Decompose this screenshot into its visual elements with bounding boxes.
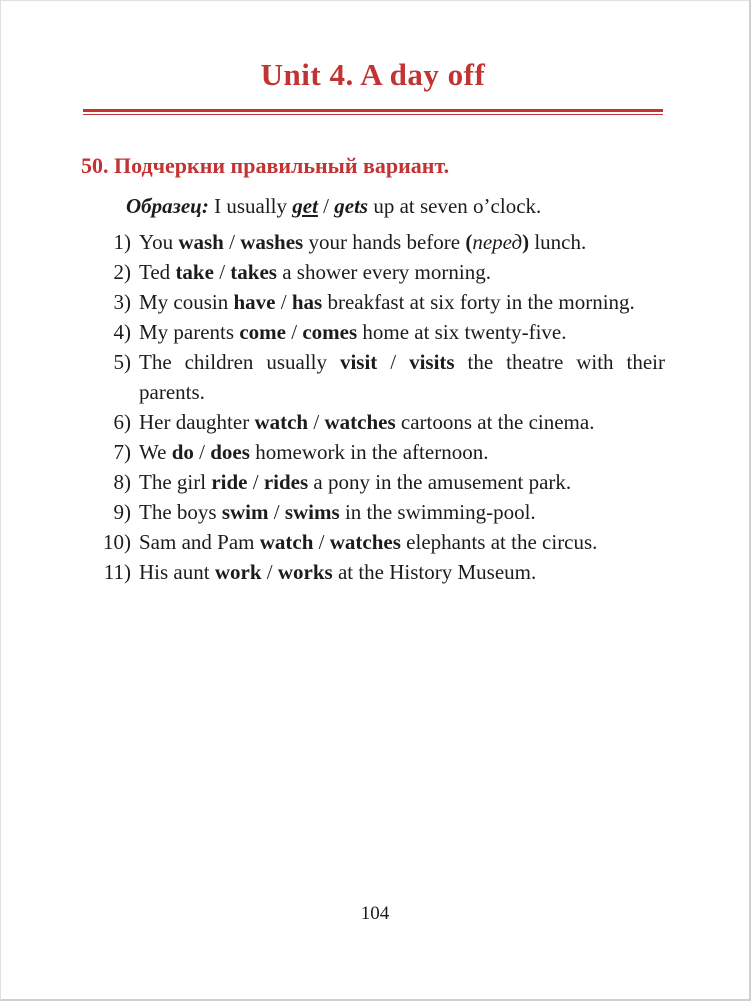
text-segment: We xyxy=(139,440,172,464)
item-number: 5) xyxy=(113,350,131,374)
item-text xyxy=(139,407,665,437)
text-segment: home at six twenty-five. xyxy=(357,320,567,344)
list-item xyxy=(81,227,665,257)
text-segment: watches xyxy=(329,530,401,554)
text-segment: The children usually xyxy=(139,350,340,374)
page-number: 104 xyxy=(360,903,390,924)
text-segment: / xyxy=(223,230,241,254)
text-segment: You xyxy=(139,230,179,254)
text-segment: lunch. xyxy=(529,230,587,254)
text-segment: / xyxy=(213,260,231,284)
text-segment: come xyxy=(239,320,286,344)
text-segment: / xyxy=(193,440,211,464)
text-segment: visits xyxy=(409,350,455,374)
item-text xyxy=(139,287,665,317)
text-segment: visit xyxy=(339,350,378,374)
text-segment: / xyxy=(313,530,330,554)
title-divider xyxy=(83,109,663,115)
text-segment: cartoons at the cinema. xyxy=(395,410,595,434)
text-segment: elephants at the circus. xyxy=(400,530,598,554)
text-segment: your hands before xyxy=(303,230,466,254)
text-segment: take xyxy=(175,260,214,284)
item-text xyxy=(139,257,665,287)
text-segment: watch xyxy=(259,530,314,554)
text-segment: in the swimming-pool. xyxy=(339,500,536,524)
text-segment: / xyxy=(261,560,278,584)
page-content xyxy=(1,1,749,587)
unit-title: Unit 4. A day off xyxy=(260,57,486,92)
text-segment: watch xyxy=(254,410,309,434)
list-item xyxy=(81,257,665,287)
list-item xyxy=(81,317,665,347)
text-segment: My cousin xyxy=(139,290,234,314)
text-segment: His aunt xyxy=(139,560,215,584)
text-segment: do xyxy=(171,440,194,464)
list-item xyxy=(81,467,665,497)
item-text xyxy=(139,557,665,587)
text-segment: a pony in the amusement park. xyxy=(308,470,572,494)
text-segment: gets xyxy=(334,194,369,218)
list-item xyxy=(81,527,665,557)
item-text xyxy=(139,227,665,257)
list-item xyxy=(81,557,665,587)
item-text xyxy=(139,347,665,407)
item-number: 8) xyxy=(113,470,131,494)
text-segment: swims xyxy=(284,500,340,524)
list-item xyxy=(81,347,665,407)
text-segment: rides xyxy=(263,470,309,494)
text-segment: wash xyxy=(178,230,224,254)
item-text xyxy=(139,437,665,467)
item-number: 7) xyxy=(113,440,131,464)
item-number: 4) xyxy=(113,320,131,344)
item-number: 1) xyxy=(113,230,131,254)
text-segment: перед xyxy=(472,230,523,254)
item-number: 3) xyxy=(113,290,131,314)
text-segment: / xyxy=(317,194,335,218)
text-segment: Ted xyxy=(139,260,176,284)
item-number: 6) xyxy=(113,410,131,434)
item-number: 10) xyxy=(103,530,131,554)
text-segment: ( xyxy=(465,230,473,254)
text-segment: I usually xyxy=(208,194,293,218)
text-segment: works xyxy=(277,560,333,584)
text-segment: has xyxy=(291,290,323,314)
list-item xyxy=(81,287,665,317)
text-segment: washes xyxy=(240,230,304,254)
text-segment: Образец: xyxy=(126,194,209,218)
example-line xyxy=(126,191,665,221)
text-segment: / xyxy=(247,470,264,494)
text-segment: homework in the afternoon. xyxy=(249,440,489,464)
text-segment: watches xyxy=(324,410,396,434)
text-segment: up at seven o’clock. xyxy=(368,194,542,218)
item-text xyxy=(139,527,665,557)
exercise-heading: 50. Подчеркни правильный вариант. xyxy=(81,153,450,178)
item-text xyxy=(139,467,665,497)
text-segment: takes xyxy=(230,260,277,284)
text-segment: does xyxy=(210,440,250,464)
text-segment: The boys xyxy=(139,500,222,524)
text-segment: the theatre with their parents. xyxy=(139,350,665,404)
text-segment: ride xyxy=(211,470,248,494)
list-item xyxy=(81,497,665,527)
text-segment: have xyxy=(233,290,276,314)
text-segment: / xyxy=(268,500,285,524)
text-segment: swim xyxy=(221,500,269,524)
list-item xyxy=(81,407,665,437)
item-text xyxy=(139,497,665,527)
text-segment: The girl xyxy=(139,470,212,494)
text-segment: Sam and Pam xyxy=(139,530,260,554)
text-segment: a shower every morning. xyxy=(276,260,491,284)
item-number: 2) xyxy=(113,260,131,284)
exercise-list xyxy=(81,227,665,587)
item-text xyxy=(139,317,665,347)
text-segment: breakfast at six forty in the morning. xyxy=(322,290,635,314)
list-item xyxy=(81,437,665,467)
text-segment: My parents xyxy=(139,320,240,344)
text-segment: get xyxy=(292,194,318,218)
text-segment: / xyxy=(308,410,325,434)
text-segment: / xyxy=(377,350,410,374)
item-number: 11) xyxy=(103,560,131,584)
item-number: 9) xyxy=(113,500,131,524)
text-segment: / xyxy=(285,320,303,344)
text-segment: Her daughter xyxy=(139,410,255,434)
text-segment: at the History Museum. xyxy=(332,560,537,584)
text-segment: comes xyxy=(302,320,358,344)
text-segment: ) xyxy=(522,230,530,254)
text-segment: / xyxy=(275,290,292,314)
text-segment: work xyxy=(214,560,262,584)
